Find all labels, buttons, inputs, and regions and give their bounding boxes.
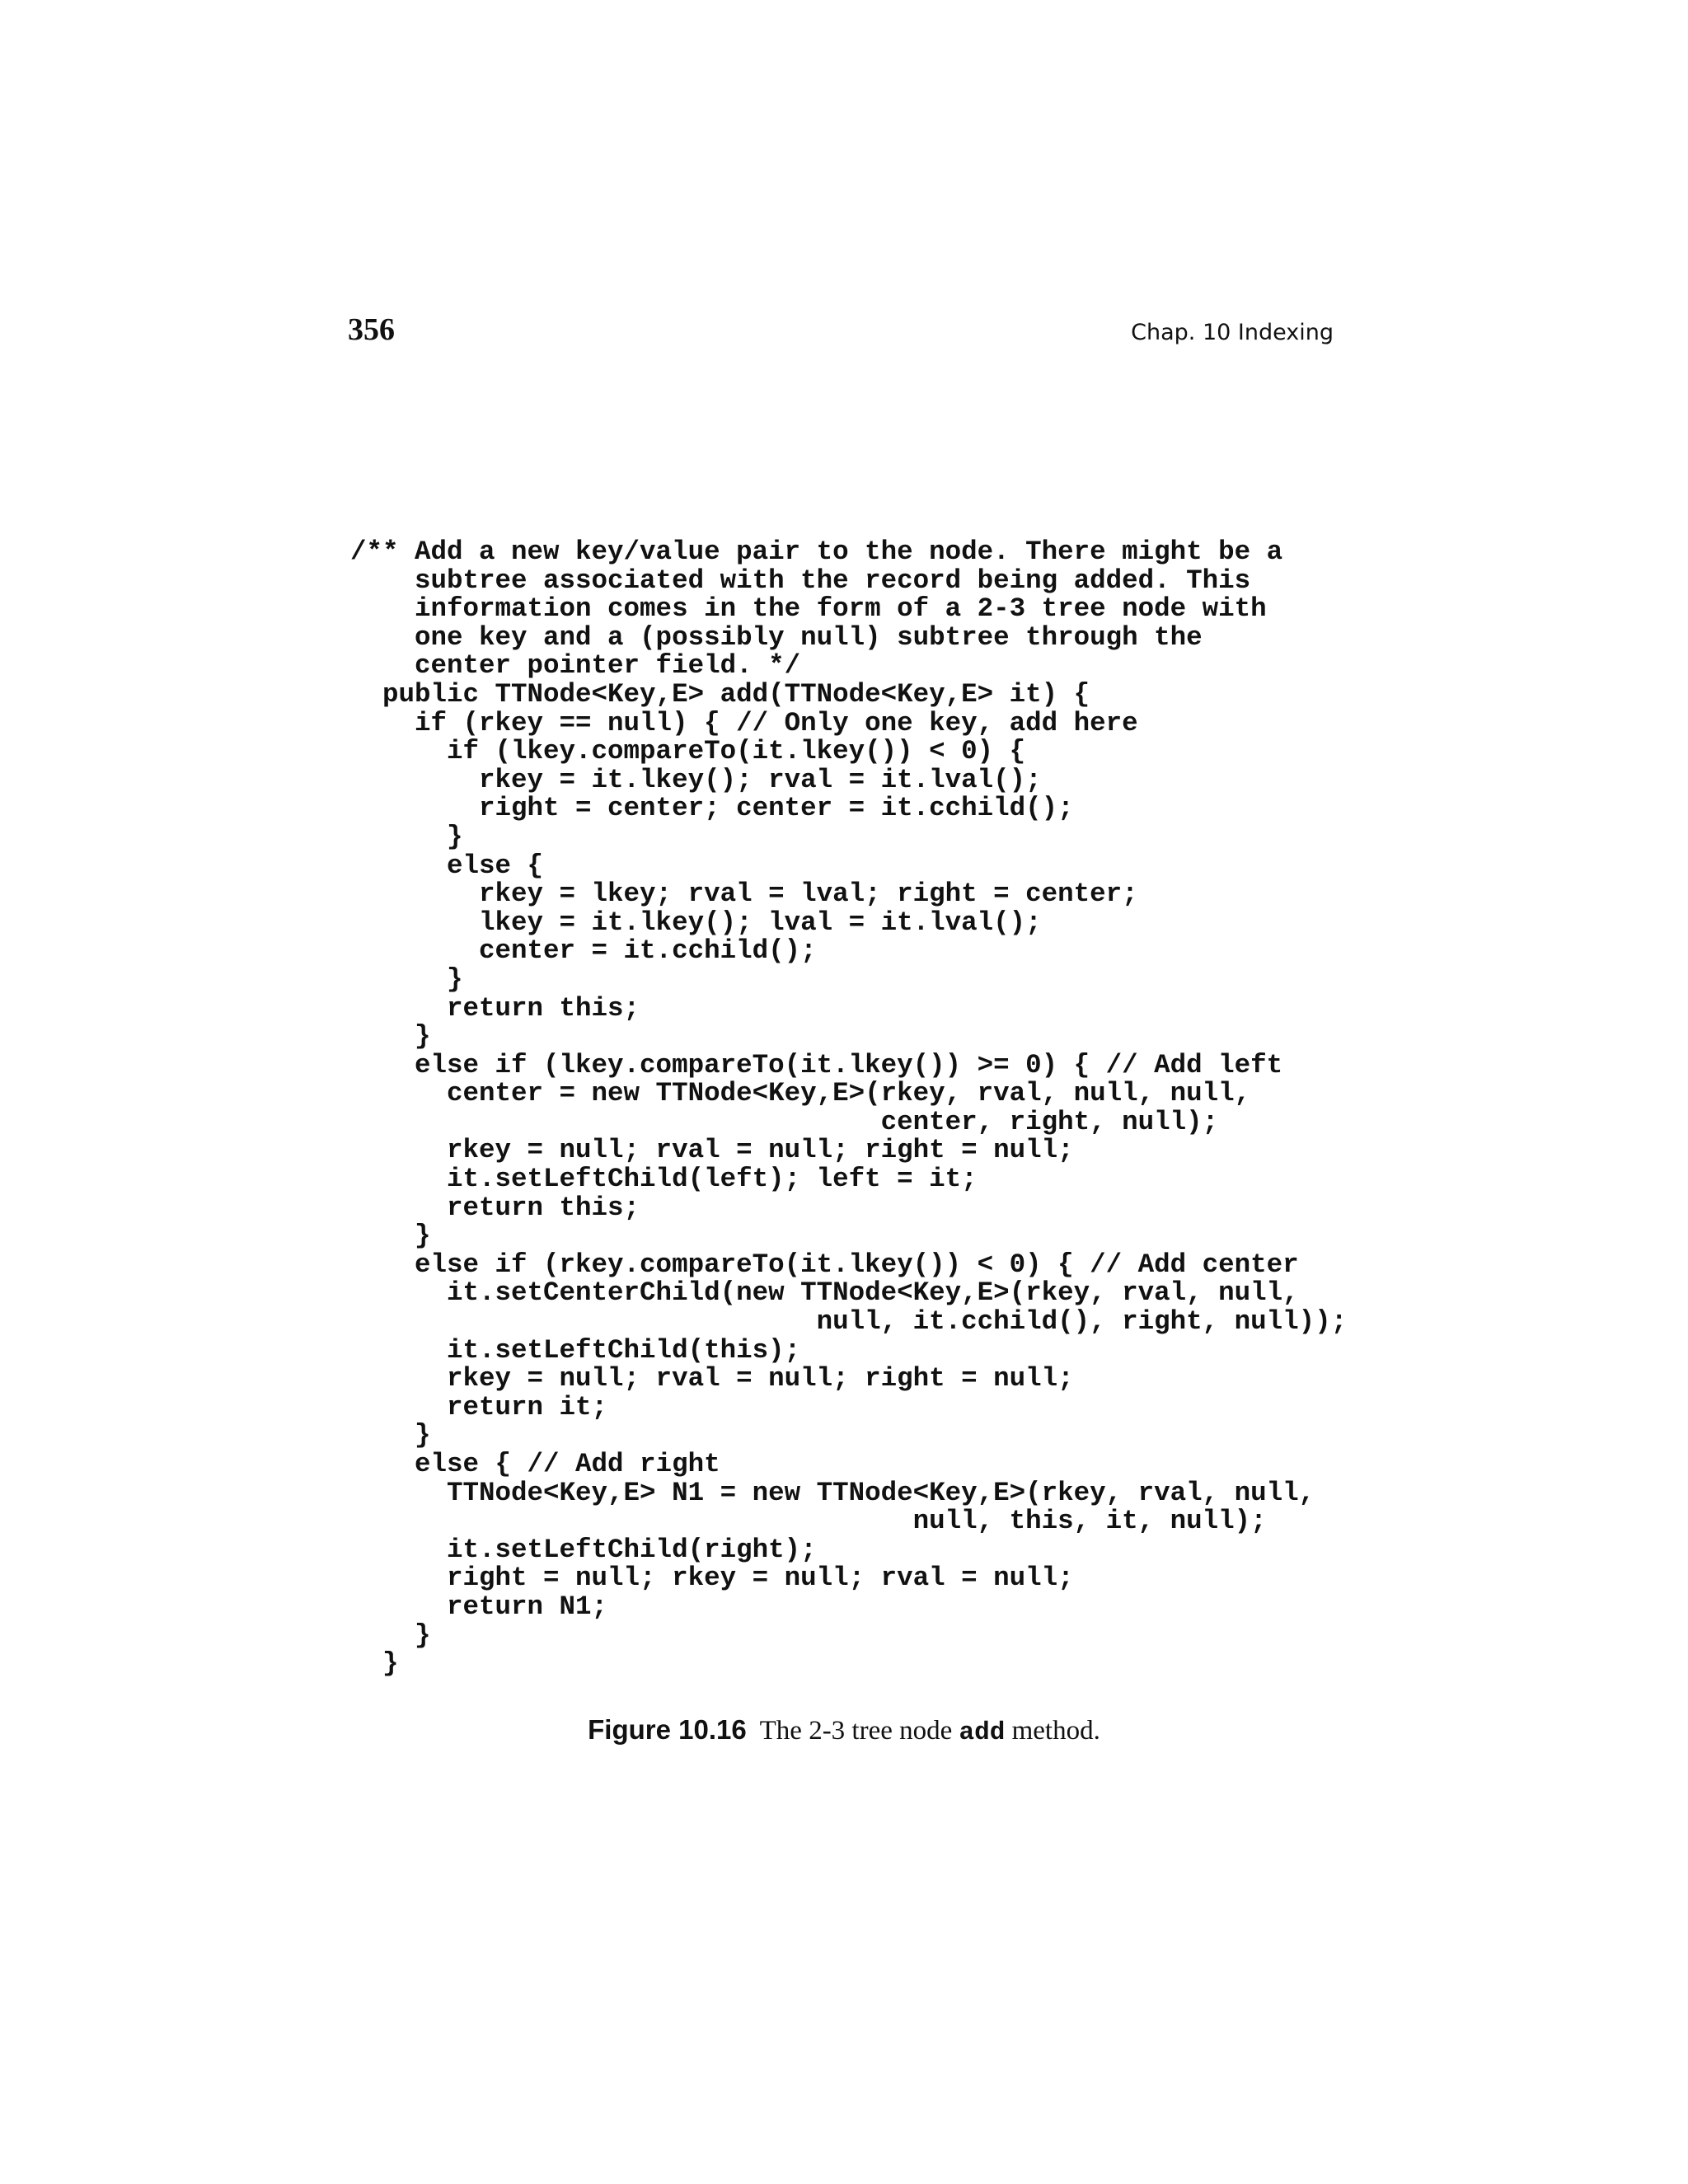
caption-text: The 2-3 tree node bbox=[759, 1716, 953, 1746]
code-line: public TTNode<Key,E> add(TTNode<Key,E> it) { bbox=[350, 678, 1090, 710]
caption-text-end: method. bbox=[1011, 1716, 1100, 1746]
code-line: center = new TTNode<Key,E>(rkey, rval, null, null, bbox=[350, 1078, 1251, 1109]
code-line: else { // Add right bbox=[350, 1449, 720, 1479]
code-line: } bbox=[350, 1021, 431, 1052]
code-line: center, right, null); bbox=[350, 1106, 1219, 1137]
code-line: if (lkey.compareTo(it.lkey()) < 0) { bbox=[350, 736, 1026, 767]
code-line: lkey = it.lkey(); lval = it.lval(); bbox=[350, 907, 1042, 938]
figure-label: Figure 10.16 bbox=[588, 1714, 747, 1745]
code-line: } bbox=[350, 1648, 399, 1680]
code-line: else if (lkey.compareTo(it.lkey()) >= 0) { // Add left bbox=[350, 1049, 1283, 1080]
code-line: rkey = null; rval = null; right = null; bbox=[350, 1135, 1074, 1166]
code-line: /** Add a new key/value pair to the node. There might be a bbox=[350, 537, 1283, 567]
code-line: it.setLeftChild(this); bbox=[350, 1334, 801, 1366]
code-line: return this; bbox=[350, 992, 640, 1024]
code-line: if (rkey == null) { // Only one key, add here bbox=[350, 707, 1138, 738]
code-line: } bbox=[350, 1619, 431, 1651]
code-line: } bbox=[350, 821, 463, 852]
code-line: center = it.cchild(); bbox=[350, 935, 817, 967]
figure-caption bbox=[0, 1714, 1688, 1747]
code-line: return this; bbox=[350, 1192, 640, 1223]
code-line: it.setLeftChild(left); left = it; bbox=[350, 1164, 978, 1195]
code-line: } bbox=[350, 1221, 431, 1252]
page-number: 356 bbox=[348, 312, 395, 347]
code-line: subtree associated with the record being added. This bbox=[350, 565, 1251, 596]
code-line: null, it.cchild(), right, null)); bbox=[350, 1306, 1348, 1338]
code-line: } bbox=[350, 963, 463, 995]
code-line: rkey = lkey; rval = lval; right = center; bbox=[350, 879, 1138, 910]
code-line: rkey = it.lkey(); rval = it.lval(); bbox=[350, 764, 1042, 795]
code-listing bbox=[350, 538, 1347, 1679]
code-line: } bbox=[350, 1420, 431, 1451]
code-line: right = null; rkey = null; rval = null; bbox=[350, 1563, 1074, 1594]
code-line: TTNode<Key,E> N1 = new TTNode<Key,E>(rkey, rval, null, bbox=[350, 1477, 1315, 1508]
code-line: null, this, it, null); bbox=[350, 1506, 1267, 1537]
code-line: information comes in the form of a 2-3 tree node with bbox=[350, 593, 1267, 625]
code-line: it.setLeftChild(right); bbox=[350, 1534, 817, 1565]
code-line: else if (rkey.compareTo(it.lkey()) < 0) { // Add center bbox=[350, 1249, 1299, 1280]
code-line: return N1; bbox=[350, 1591, 608, 1622]
code-line: else { bbox=[350, 850, 544, 881]
code-line: right = center; center = it.cchild(); bbox=[350, 793, 1074, 824]
running-head: Chap. 10 Indexing bbox=[1131, 320, 1334, 345]
code-line: rkey = null; rval = null; right = null; bbox=[350, 1363, 1074, 1394]
caption-code-word: add bbox=[959, 1718, 1006, 1747]
code-line: one key and a (possibly null) subtree through the bbox=[350, 621, 1203, 653]
code-line: it.setCenterChild(new TTNode<Key,E>(rkey, rval, null, bbox=[350, 1277, 1299, 1309]
code-line: return it; bbox=[350, 1391, 608, 1422]
code-line: center pointer field. */ bbox=[350, 650, 801, 682]
